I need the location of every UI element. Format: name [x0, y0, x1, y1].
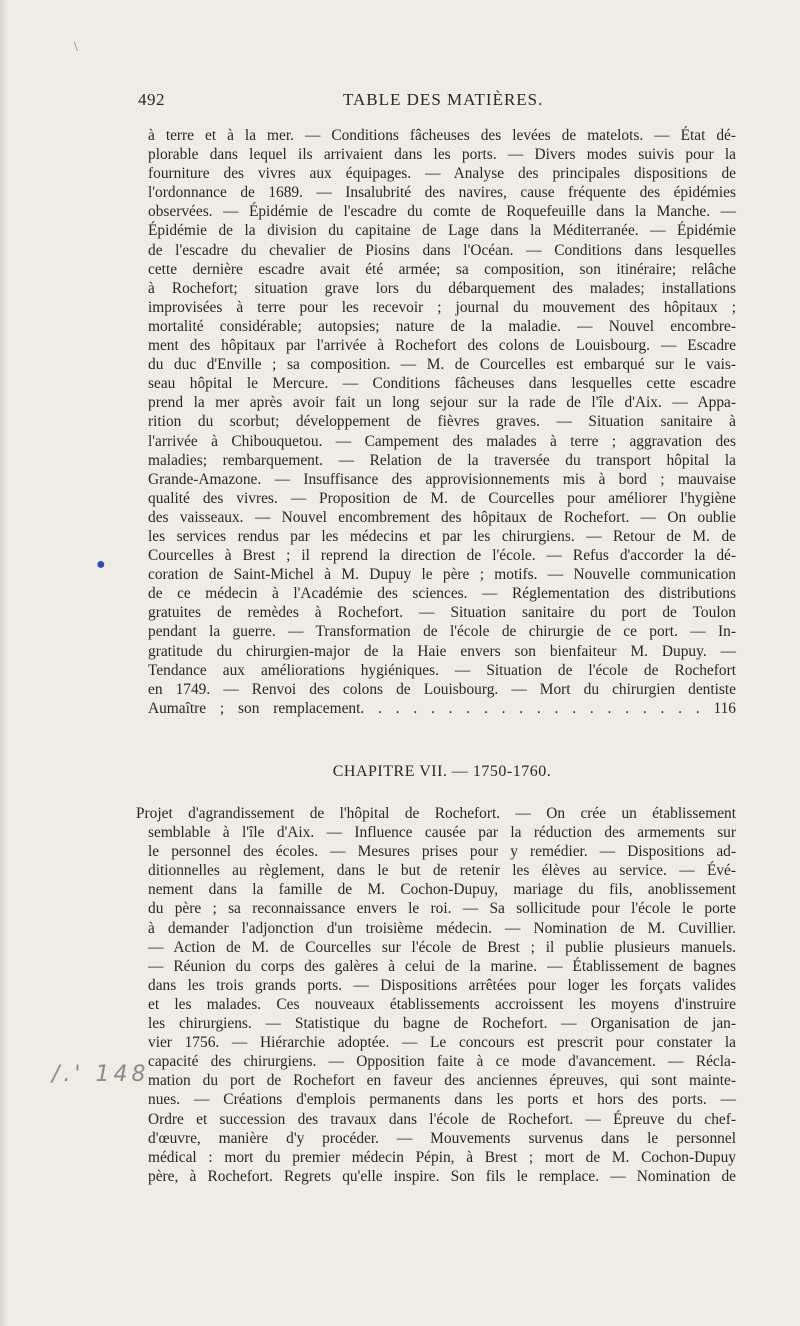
text-line: gratitude du chirurgien-major de la Haie envers son bienfaiteur M. Dupuy. — [148, 642, 736, 660]
text-line: pendant la guerre. — Transformation de l'école de chirurgie de ce port. — In- [148, 623, 736, 641]
text-line: à Rochefort; situation grave lors du débarquement des malades; installations [148, 279, 736, 297]
text-line: capacité des chirurgiens. — Opposition faite à ce mode d'avancement. — Récla- [148, 1053, 736, 1071]
text-line: de l'escadre du chevalier de Piosins dans l'Océan. — Conditions dans lesquelles [148, 241, 736, 259]
text-line: semblable à l'île d'Aix. — Influence causée par la réduction des armements sur [148, 824, 736, 842]
text-line: prend la mer après avoir fait un long sejour sur la rade de l'île d'Aix. — Appa- [148, 394, 736, 412]
ink-blot-mark: ● [96, 556, 106, 573]
text-line: ment des hôpitaux par l'arrivée à Rochefort des colons de Louisbourg. — Escadre [148, 337, 736, 355]
text-line: de ce médecin à l'Académie des sciences. — Réglementation des distributions [148, 585, 736, 603]
stray-ink-mark: \ [74, 40, 78, 55]
text-line: seau hôpital le Mercure. — Conditions fâcheuses dans lesquelles cette escadre [148, 375, 736, 393]
text-line: Courcelles à Brest ; il reprend la direction de l'école. — Refus d'accorder la dé- [148, 547, 736, 565]
text-line: observées. — Épidémie de l'escadre du comte de Roquefeuille dans la Manche. — [148, 203, 736, 221]
text-line: en 1749. — Renvoi des colons de Louisbourg. — Mort du chirurgien dentiste [148, 680, 736, 698]
text-line: nement dans la famille de M. Cochon-Dupuy, mariage du fils, anoblissement [148, 881, 736, 899]
contents-entry-chapter-vii [136, 804, 736, 1186]
text-line: Grande-Amazone. — Insuffisance des approvisionnements mis à bord ; mauvaise [148, 470, 736, 488]
text-line: à terre et à la mer. — Conditions fâcheuses des levées de matelots. — État dé- [148, 127, 736, 144]
text-line: nues. — Créations d'emplois permanents dans les ports et hors des ports. — [148, 1091, 736, 1109]
text-line: père, à Rochefort. Regrets qu'elle inspire. Son fils le remplace. — Nomination de [148, 1167, 736, 1185]
running-title: TABLE DES MATIÈRES. [343, 90, 544, 109]
contents-entry-chapter-vi [148, 126, 736, 718]
text-line: vier 1756. — Hiérarchie adoptée. — Le concours est prescrit pour constater la [148, 1034, 736, 1052]
page-binding-edge [0, 0, 8, 1326]
text-line: l'ordonnance de 1689. — Insalubrité des navires, cause fréquente des épidémies [148, 184, 736, 202]
text-line: Tendance aux améliorations hygiéniques. — Situation de l'école de Rochefort [148, 661, 736, 679]
text-line: rition du scorbut; développement de fièvres graves. — Situation sanitaire à [148, 413, 736, 431]
text-line: du duc d'Enville ; sa composition. — M. de Courcelles est embarqué sur le vais- [148, 356, 736, 374]
text-line: le personnel des écoles. — Mesures prises pour y remédier. — Dispositions ad- [148, 843, 736, 861]
text-line: plorable dans lequel ils arrivaient dans les ports. — Divers modes suivis pour la [148, 146, 736, 164]
text-line: du père ; sa reconnaissance envers le roi. — Sa sollicitude pour l'école le porte [148, 900, 736, 918]
text-line: — Action de M. de Courcelles sur l'école de Brest ; il publie plusieurs manuels. [148, 938, 736, 956]
text-line: et les malades. Ces nouveaux établissements accroissent les moyens d'instruire [148, 995, 736, 1013]
text-line: Épidémie de la division du capitaine de Lage dans la Méditerranée. — Épidémie [148, 222, 736, 240]
text-line: — Réunion du corps des galères à celui de la marine. — Établissement de bagnes [148, 957, 736, 975]
running-header [138, 90, 738, 114]
text-line: les chirurgiens. — Statistique du bagne de Rochefort. — Organisation de jan- [148, 1015, 736, 1033]
chapter-heading [0, 763, 800, 781]
text-line: médical : mort du premier médecin Pépin, à Brest ; mort de M. Cochon-Dupuy [148, 1148, 736, 1166]
text-line: mation du port de Rochefort en faveur des anciennes épreuves, qui sont mainte- [148, 1072, 736, 1090]
text-line: maladies; rembarquement. — Relation de la traversée du transport hôpital la [148, 451, 736, 469]
page-number: 492 [138, 90, 165, 109]
chapter-heading-text: CHAPITRE VII. — 1750-1760. [332, 763, 552, 780]
text-line: fourniture des vivres aux équipages. — Analyse des principales dispositions de [148, 165, 736, 183]
toc-line-with-page-number: Aumaître ; son remplacement. . . . . . . . . . . . . . . . . . . . 116 [148, 699, 736, 717]
text-line: ditionnelles au règlement, dans le but de retenir les élèves au service. — Évé- [148, 862, 736, 880]
text-line: coration de Saint-Michel à M. Dupuy le père ; motifs. — Nouvelle communication [148, 566, 736, 584]
text-line: cette dernière escadre avait été armée; sa composition, son itinéraire; relâche [148, 260, 736, 278]
text-line: gratuites de remèdes à Rochefort. — Situation sanitaire du port de Toulon [148, 604, 736, 622]
text-line: qualité des vivres. — Proposition de M. de Courcelles pour améliorer l'hygiène [148, 489, 736, 507]
text-line: Projet d'agrandissement de l'hôpital de Rochefort. — On crée un établissement [136, 805, 736, 822]
text-line: des vaisseaux. — Nouvel encombrement des hôpitaux de Rochefort. — On oublie [148, 508, 736, 526]
text-line: improvisées à terre pour les recevoir ; journal du mouvement des hôpitaux ; [148, 298, 736, 316]
text-line: l'arrivée à Chibouquetou. — Campement des malades à terre ; aggravation des [148, 432, 736, 450]
text-line: les services rendus par les médecins et par les chirurgiens. — Retour de M. de [148, 527, 736, 545]
text-line: d'œuvre, manière d'y procéder. — Mouvements survenus dans le personnel [148, 1129, 736, 1147]
text-line: mortalité considérable; autopsies; nature de la maladie. — Nouvel encombre- [148, 317, 736, 335]
handwritten-margin-note: /.' 148 [52, 1062, 150, 1087]
text-line: dans les trois grands ports. — Dispositions arrêtées pour loger les forçats valides [148, 976, 736, 994]
text-line: Ordre et succession des travaux dans l'école de Rochefort. — Épreuve du chef- [148, 1110, 736, 1128]
text-line: à demander l'adjonction d'un troisième médecin. — Nomination de M. Cuvillier. [148, 919, 736, 937]
